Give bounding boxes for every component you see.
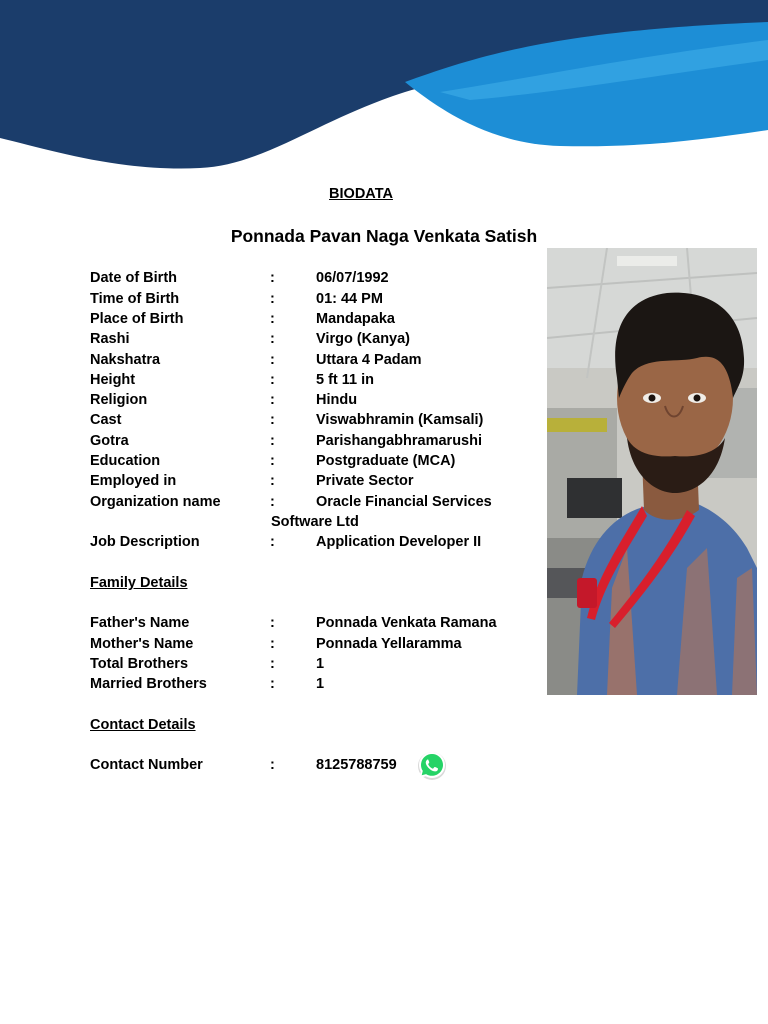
- field-label: Gotra: [90, 433, 129, 449]
- field-value: Viswabhramin (Kamsali): [316, 412, 484, 428]
- field-row-religion: [90, 390, 540, 410]
- field-value: Hindu: [316, 392, 358, 408]
- field-value: 1: [316, 656, 325, 672]
- field-row-time-of-birth: [90, 289, 540, 309]
- field-label: Education: [90, 453, 161, 469]
- field-value: Uttara 4 Padam: [316, 352, 422, 368]
- field-value: Virgo (Kanya): [316, 331, 411, 347]
- field-value: 01: 44 PM: [316, 291, 383, 307]
- person-name: Ponnada Pavan Naga Venkata Satish: [230, 226, 538, 246]
- field-value: Ponnada Yellaramma: [316, 636, 462, 652]
- field-row-gotra: [90, 431, 540, 451]
- field-separator: :: [270, 494, 275, 510]
- field-label: Job Description: [90, 534, 200, 550]
- field-separator: :: [270, 615, 275, 631]
- field-value: 1: [316, 676, 325, 692]
- field-row-employed-in: [90, 471, 540, 491]
- field-separator: :: [270, 453, 275, 469]
- field-separator: :: [270, 676, 275, 692]
- field-row-fathers-name: [90, 613, 540, 633]
- field-value: Private Sector: [316, 473, 414, 489]
- family-details-heading: Family Details: [90, 575, 188, 591]
- field-separator: :: [270, 656, 275, 672]
- profile-photo: [547, 248, 757, 695]
- field-label: Contact Number: [90, 757, 203, 773]
- field-separator: :: [270, 534, 275, 550]
- field-separator: :: [270, 331, 275, 347]
- field-row-mothers-name: [90, 634, 540, 654]
- field-separator: :: [270, 757, 275, 773]
- biodata-heading: BIODATA: [329, 186, 393, 202]
- field-label: Married Brothers: [90, 676, 207, 692]
- field-separator: :: [270, 311, 275, 327]
- field-row-organization-name: [90, 492, 540, 512]
- field-label: Nakshatra: [90, 352, 161, 368]
- field-label: Organization name: [90, 494, 221, 510]
- field-row-contact-number: [90, 755, 540, 775]
- field-row-rashi: [90, 329, 540, 349]
- field-separator: :: [270, 473, 275, 489]
- field-separator: :: [270, 412, 275, 428]
- field-row-nakshatra: [90, 350, 540, 370]
- field-value: Application Developer II: [316, 534, 482, 550]
- field-label: Employed in: [90, 473, 177, 489]
- field-separator: :: [270, 372, 275, 388]
- field-row-education: [90, 451, 540, 471]
- field-value: Oracle Financial Services: [316, 494, 492, 510]
- field-label: Father's Name: [90, 615, 190, 631]
- field-label: Total Brothers: [90, 656, 189, 672]
- field-separator: :: [270, 352, 275, 368]
- field-value: 5 ft 11 in: [316, 372, 375, 388]
- organization-name-continuation: Software Ltd: [271, 514, 359, 530]
- field-value: 06/07/1992: [316, 270, 389, 286]
- header-wave-decoration: [0, 0, 768, 175]
- field-row-place-of-birth: [90, 309, 540, 329]
- field-label: Height: [90, 372, 136, 388]
- field-label: Rashi: [90, 331, 130, 347]
- field-row-height: [90, 370, 540, 390]
- field-row-married-brothers: [90, 674, 540, 694]
- field-value: Parishangabhramarushi: [316, 433, 482, 449]
- field-separator: :: [270, 433, 275, 449]
- field-separator: :: [270, 392, 275, 408]
- field-value: Postgraduate (MCA): [316, 453, 456, 469]
- field-row-date-of-birth: [90, 268, 540, 288]
- field-value: Ponnada Venkata Ramana: [316, 615, 497, 631]
- contact-details-heading: Contact Details: [90, 717, 196, 733]
- field-label: Place of Birth: [90, 311, 184, 327]
- contact-number-value: 8125788759: [316, 757, 397, 773]
- whatsapp-icon[interactable]: [416, 749, 448, 781]
- field-value: Mandapaka: [316, 311, 395, 327]
- field-label: Cast: [90, 412, 122, 428]
- field-row-total-brothers: [90, 654, 540, 674]
- field-label: Mother's Name: [90, 636, 194, 652]
- field-separator: :: [270, 270, 275, 286]
- field-label: Time of Birth: [90, 291, 180, 307]
- field-label: Date of Birth: [90, 270, 177, 286]
- field-separator: :: [270, 291, 275, 307]
- field-label: Religion: [90, 392, 148, 408]
- field-row-job-description: [90, 532, 540, 552]
- field-row-cast: [90, 410, 540, 430]
- field-separator: :: [270, 636, 275, 652]
